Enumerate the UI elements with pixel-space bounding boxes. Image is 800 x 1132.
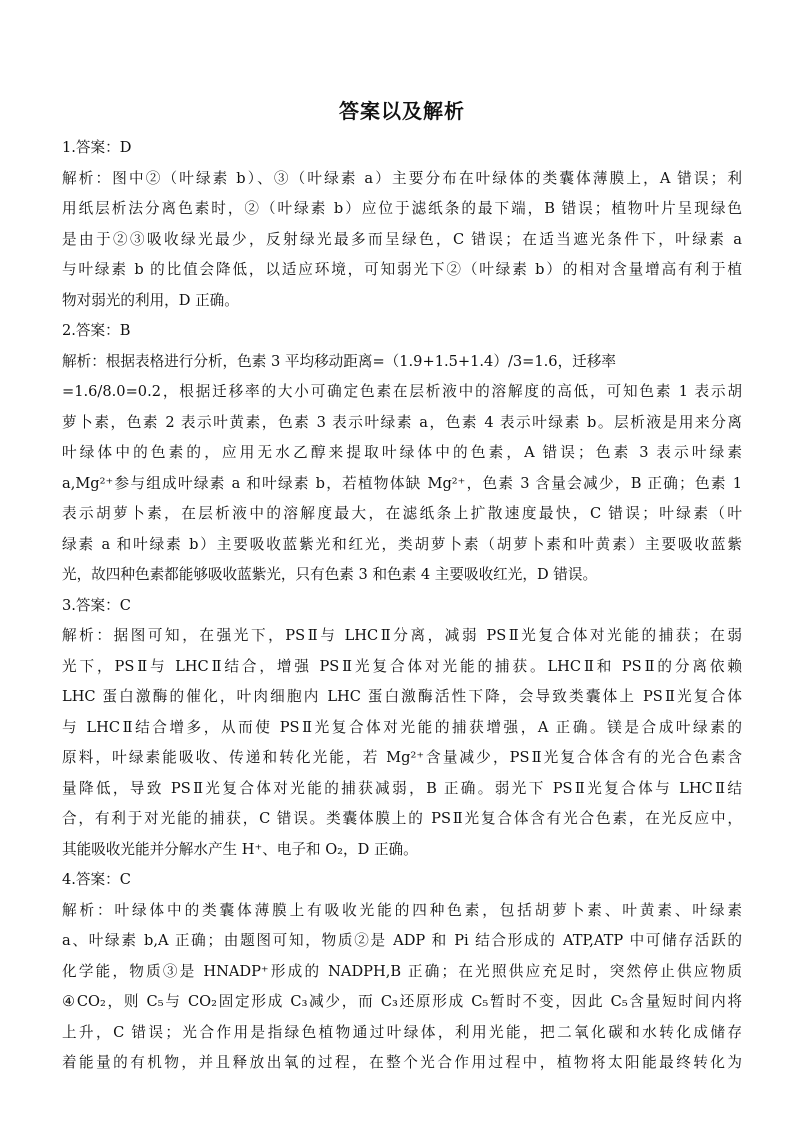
explanation-line: a、叶绿素 b,A 正确；由题图可知，物质②是 ADP 和 Pi 结合形成的 ATP,ATP 中可储存活跃的	[62, 932, 742, 949]
explanation-line: 是由于②③吸收绿光最少，反射绿光最多而呈绿色，C 错误；在适当遮光条件下，叶绿素 a	[62, 230, 742, 248]
explanation-line: 着能量的有机物，并且释放出氧的过程，在整个光合作用过程中，植物将太阳能最终转化为	[62, 1054, 742, 1071]
answer-label: 1.答案：D	[62, 139, 132, 156]
explanation-line: 原料，叶绿素能吸收、传递和转化光能，若 Mg²⁺含量减少，PSⅡ光复合体含有的光合色素含	[62, 749, 742, 766]
answer-label: 4.答案：C	[62, 871, 131, 888]
explanation-line: 化学能，物质③是 HNADP⁺形成的 NADPH,B 正确；在光照供应充足时，突然停止供应物质	[62, 962, 742, 980]
explanation-line: a,Mg²⁺参与组成叶绿素 a 和叶绿素 b，若植物体缺 Mg²⁺，色素 3 含量会减少，B 正确；色素 1	[62, 474, 742, 492]
answer-sheet	[62, 95, 742, 1079]
page-title: 答案以及解析	[339, 99, 465, 123]
explanation-line: 解析：叶绿体中的类囊体薄膜上有吸收光能的四种色素，包括胡萝卜素、叶黄素、叶绿素	[62, 901, 742, 919]
explanation-line: 其能吸收光能并分解水产生 H⁺、电子和 O₂，D 正确。	[62, 840, 418, 858]
answer-label: 3.答案：C	[62, 596, 131, 614]
explanation-line: LHC 蛋白激酶的催化，叶肉细胞内 LHC 蛋白激酶活性下降，会导致类囊体上 PSⅡ光复合体	[62, 688, 742, 705]
answer-label: 2.答案：B	[62, 322, 131, 339]
explanation-line: 与叶绿素 b 的比值会降低，以适应环境，可知弱光下②（叶绿素 b）的相对含量增高有利于植	[62, 261, 742, 278]
explanation-line: ④CO₂，则 C₅与 CO₂固定形成 C₃减少，而 C₃还原形成 C₅暂时不变，因此 C₅含量短时间内将	[62, 993, 742, 1010]
explanation-line: 叶绿体中的色素的，应用无水乙醇来提取叶绿体中的色素，A 错误；色素 3 表示叶绿素	[62, 444, 742, 461]
explanation-line: 上升，C 错误；光合作用是指绿色植物通过叶绿体，利用光能，把二氧化碳和水转化成储存	[62, 1023, 742, 1041]
explanation-line: 光下，PSⅡ与 LHCⅡ结合，增强 PSⅡ光复合体对光能的捕获。LHCⅡ和 PSⅡ的分离依赖	[62, 657, 742, 675]
explanation-line: 解析：图中②（叶绿素 b）、③（叶绿素 a）主要分布在叶绿体的类囊体薄膜上，A 错误；利	[62, 169, 742, 187]
explanation-line: 用纸层析法分离色素时，②（叶绿素 b）应位于滤纸条的最下端，B 错误；植物叶片呈现绿色	[62, 200, 742, 217]
question-1	[62, 133, 742, 316]
explanation-line: 合，有利于对光能的捕获，C 错误。类囊体膜上的 PSⅡ光复合体含有光合色素，在光反应中，	[62, 810, 742, 827]
explanation-line: 萝卜素，色素 2 表示叶黄素，色素 3 表示叶绿素 a，色素 4 表示叶绿素 b。层析液是用来分离	[62, 413, 742, 431]
question-4	[62, 865, 742, 1079]
question-2	[62, 316, 742, 591]
explanation-line: 解析：据图可知，在强光下，PSⅡ与 LHCⅡ分离，减弱 PSⅡ光复合体对光能的捕获；在弱	[62, 627, 742, 644]
explanation-line: 与 LHCⅡ结合增多，从而使 PSⅡ光复合体对光能的捕获增强，A 正确。镁是合成叶绿素的	[62, 718, 742, 736]
explanation-line: 绿素 a 和叶绿素 b）主要吸收蓝紫光和红光，类胡萝卜素（胡萝卜素和叶黄素）主要吸收蓝紫	[62, 535, 742, 553]
explanation-line: 解析：根据表格进行分析，色素 3 平均移动距离=（1.9+1.5+1.4）/3=1.6，迁移率	[62, 352, 616, 370]
question-3	[62, 591, 742, 866]
explanation-line: 光，故四种色素都能够吸收蓝紫光，只有色素 3 和色素 4 主要吸收红光，D 错误。	[62, 566, 598, 583]
explanation-line: 表示胡萝卜素，在层析液中的溶解度最大，在滤纸条上扩散速度最快，C 错误；叶绿素（叶	[62, 505, 742, 522]
explanation-line: =1.6/8.0=0.2，根据迁移率的大小可确定色素在层析液中的溶解度的高低，可知色素 1 表示胡	[62, 383, 742, 400]
explanation-line: 物对弱光的利用，D 正确。	[62, 291, 239, 309]
explanation-line: 量降低，导致 PSⅡ光复合体对光能的捕获减弱，B 正确。弱光下 PSⅡ光复合体与 LHCⅡ结	[62, 779, 742, 797]
